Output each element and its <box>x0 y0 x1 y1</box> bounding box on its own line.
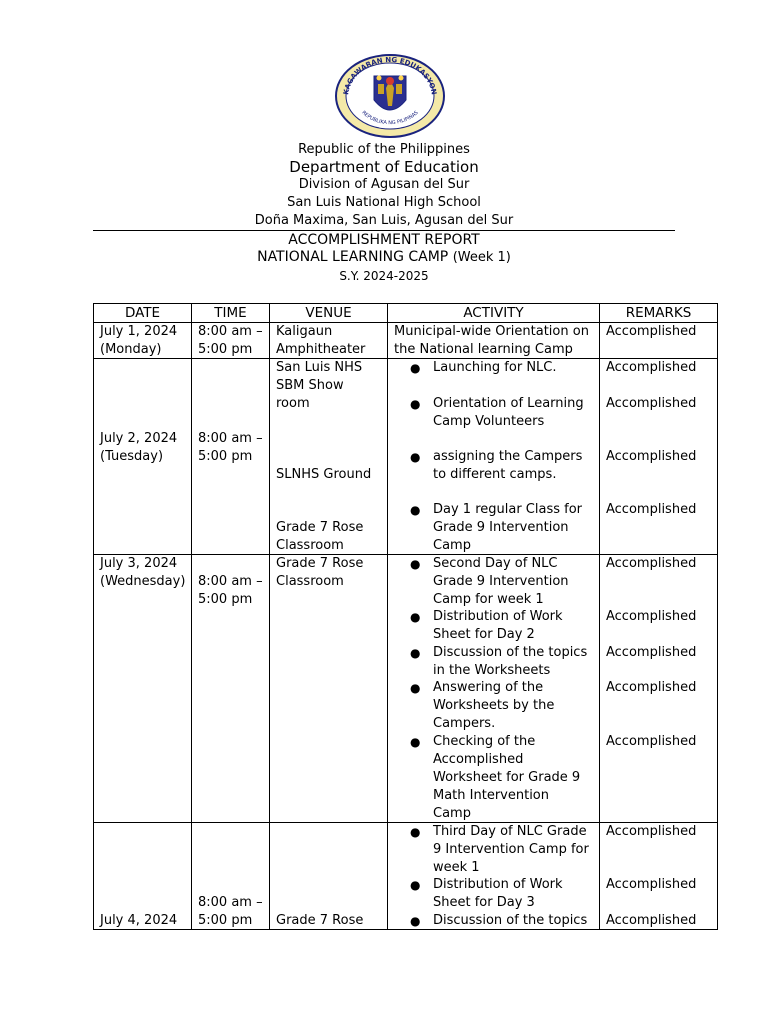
time-start: 8:00 am – <box>198 574 263 589</box>
remark-text: Accomplished <box>606 877 697 892</box>
remark-text: Accomplished <box>606 502 697 517</box>
venue-line: SLNHS Ground <box>276 467 372 482</box>
venue-cell <box>270 823 388 930</box>
activity-line: to different camps. <box>433 467 557 482</box>
date-text: July 4, 2024 <box>100 913 178 928</box>
venue-line: Grade 7 Rose <box>276 556 364 571</box>
activity-line: 9 Intervention Camp for <box>433 842 589 857</box>
bullet-icon: ● <box>410 825 421 839</box>
activity-line: Day 1 regular Class for <box>433 502 583 517</box>
venue-line: SBM Show <box>276 378 344 393</box>
column-header-activity: ACTIVITY <box>388 304 600 323</box>
activity-line: Worksheet for Grade 9 <box>433 770 581 785</box>
remark-text: Accomplished <box>606 680 697 695</box>
venue-cell <box>270 323 388 359</box>
report-subtitle-week: (Week 1) <box>452 250 511 265</box>
time-start: 8:00 am – <box>198 895 263 910</box>
table-row <box>94 555 718 823</box>
activity-line: Discussion of the topics <box>433 913 588 928</box>
activity-cell <box>388 555 600 823</box>
activity-line: week 1 <box>433 860 480 875</box>
day-text: (Wednesday) <box>100 574 186 589</box>
activity-line: Math Intervention <box>433 788 549 803</box>
column-header-remarks: REMARKS <box>600 304 718 323</box>
date-cell <box>94 323 192 359</box>
venue-line: Grade 7 Rose <box>276 913 364 928</box>
activity-line: Accomplished <box>433 752 524 767</box>
day-text: (Monday) <box>100 342 162 357</box>
remarks-cell <box>600 323 718 359</box>
activity-line: Second Day of NLC <box>433 556 558 571</box>
time-cell <box>192 359 270 555</box>
activity-line: Municipal-wide Orientation on <box>394 324 589 339</box>
activity-line: Grade 9 Intervention <box>433 520 569 535</box>
bullet-icon: ● <box>410 557 421 571</box>
table-header-row <box>94 304 718 323</box>
remark-text: Accomplished <box>606 324 697 339</box>
activity-line: Camp Volunteers <box>433 414 545 429</box>
remark-text: Accomplished <box>606 645 697 660</box>
column-header-venue: VENUE <box>270 304 388 323</box>
time-start: 8:00 am – <box>198 431 263 446</box>
activity-line: Camp <box>433 538 471 553</box>
bullet-icon: ● <box>410 878 421 892</box>
venue-line: Kaligaun <box>276 324 333 339</box>
remark-text: Accomplished <box>606 913 697 928</box>
time-end: 5:00 pm <box>198 592 253 607</box>
svg-text:KAGAWARAN NG EDUKASYON: KAGAWARAN NG EDUKASYON <box>342 55 438 96</box>
bullet-icon: ● <box>410 914 421 928</box>
table-row <box>94 359 718 555</box>
activity-cell <box>388 823 600 930</box>
activity-line: Worksheets by the <box>433 698 555 713</box>
bullet-icon: ● <box>410 361 421 375</box>
school-name: San Luis National High School <box>287 195 481 210</box>
bullet-icon: ● <box>410 610 421 624</box>
remark-text: Accomplished <box>606 360 697 375</box>
bullet-icon: ● <box>410 503 421 517</box>
department-name: Department of Education <box>289 158 479 176</box>
date-cell <box>94 823 192 930</box>
date-text: July 1, 2024 <box>100 324 178 339</box>
remark-text: Accomplished <box>606 609 697 624</box>
activity-line: Camp for week 1 <box>433 592 544 607</box>
school-year: S.Y. 2024-2025 <box>339 269 429 283</box>
remark-text: Accomplished <box>606 449 697 464</box>
table-row <box>94 323 718 359</box>
venue-line: Classroom <box>276 538 344 553</box>
activity-line: in the Worksheets <box>433 663 551 678</box>
time-start: 8:00 am – <box>198 324 263 339</box>
activity-line: Orientation of Learning <box>433 396 584 411</box>
remark-text: Accomplished <box>606 556 697 571</box>
venue-line: San Luis NHS <box>276 360 363 375</box>
time-cell <box>192 823 270 930</box>
time-cell <box>192 323 270 359</box>
activity-line: Third Day of NLC Grade <box>433 824 587 839</box>
bullet-icon: ● <box>410 646 421 660</box>
activity-line: Distribution of Work <box>433 877 563 892</box>
date-text: July 2, 2024 <box>100 431 178 446</box>
venue-cell <box>270 359 388 555</box>
report-title: ACCOMPLISHMENT REPORT <box>288 232 480 248</box>
time-end: 5:00 pm <box>198 913 253 928</box>
venue-line: Grade 7 Rose <box>276 520 364 535</box>
header-divider <box>93 230 675 231</box>
report-subtitle-main: NATIONAL LEARNING CAMP <box>257 249 449 265</box>
activity-line: Sheet for Day 2 <box>433 627 535 642</box>
time-end: 5:00 pm <box>198 342 253 357</box>
accomplishment-table <box>93 303 718 930</box>
remark-text: Accomplished <box>606 824 697 839</box>
division-name: Division of Agusan del Sur <box>298 177 470 192</box>
bullet-icon: ● <box>410 397 421 411</box>
school-address: Doña Maxima, San Luis, Agusan del Sur <box>254 213 514 228</box>
activity-line: Grade 9 Intervention <box>433 574 569 589</box>
column-header-time: TIME <box>192 304 270 323</box>
day-text: (Tuesday) <box>100 449 164 464</box>
time-end: 5:00 pm <box>198 449 253 464</box>
activity-line: Launching for NLC. <box>433 360 557 375</box>
activity-line: Distribution of Work <box>433 609 563 624</box>
venue-line: Classroom <box>276 574 344 589</box>
time-cell <box>192 555 270 823</box>
date-text: July 3, 2024 <box>100 556 178 571</box>
remarks-cell <box>600 555 718 823</box>
activity-cell <box>388 323 600 359</box>
bullet-icon: ● <box>410 735 421 749</box>
activity-line: assigning the Campers <box>433 449 583 464</box>
column-header-date: DATE <box>94 304 192 323</box>
bullet-icon: ● <box>410 681 421 695</box>
remarks-cell <box>600 359 718 555</box>
report-subtitle <box>0 249 768 265</box>
svg-text:REPUBLIKA NG PILIPINAS: REPUBLIKA NG PILIPINAS <box>360 109 420 127</box>
venue-cell <box>270 555 388 823</box>
deped-seal-logo <box>334 54 446 138</box>
venue-line: room <box>276 396 310 411</box>
republic-line: Republic of the Philippines <box>298 142 470 157</box>
activity-line: Sheet for Day 3 <box>433 895 535 910</box>
date-cell <box>94 359 192 555</box>
remarks-cell <box>600 823 718 930</box>
bullet-icon: ● <box>410 450 421 464</box>
activity-line: Answering of the <box>433 680 544 695</box>
activity-line: Discussion of the topics <box>433 645 588 660</box>
date-cell <box>94 555 192 823</box>
activity-line: Campers. <box>433 716 496 731</box>
activity-cell <box>388 359 600 555</box>
table-row <box>94 823 718 930</box>
activity-line: the National learning Camp <box>394 342 573 357</box>
remark-text: Accomplished <box>606 396 697 411</box>
activity-line: Camp <box>433 806 471 821</box>
venue-line: Amphitheater <box>276 342 366 357</box>
remark-text: Accomplished <box>606 734 697 749</box>
activity-line: Checking of the <box>433 734 536 749</box>
